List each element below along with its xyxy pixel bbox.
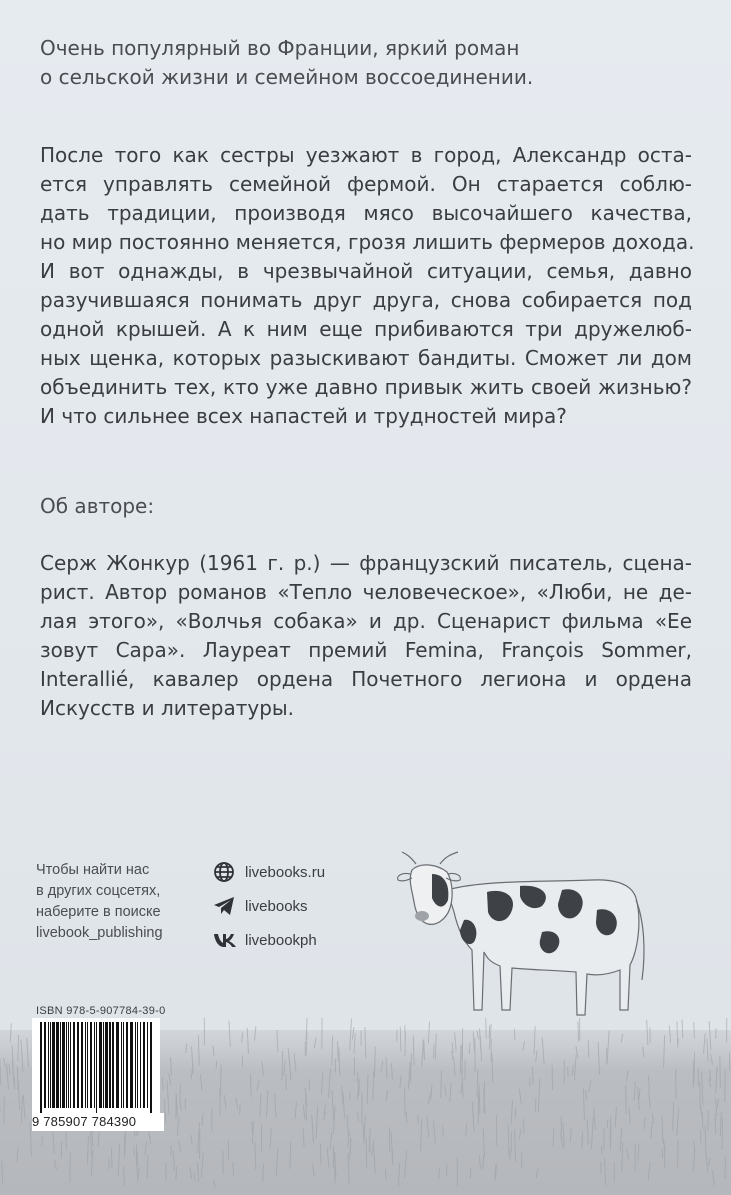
synopsis-line: И вот однажды, в чрезвычайной ситуации, семья, давно xyxy=(40,259,692,283)
synopsis-line: После того как сестры уезжают в город, Александр оста- xyxy=(40,143,692,167)
grass-stroke xyxy=(404,1087,405,1115)
social-search-note xyxy=(36,860,206,944)
grass-stroke xyxy=(441,1071,442,1099)
bio-line: лая этого», «Волчья собака» и др. Сценарист фильма «Ее xyxy=(40,609,692,633)
barcode-bar xyxy=(137,1022,138,1108)
synopsis xyxy=(40,141,695,431)
barcode-bar xyxy=(147,1022,148,1108)
grass-stroke xyxy=(61,1141,62,1158)
bio-line: Interallié, кавалер ордена Почетного легиона и ордена xyxy=(40,667,692,691)
bio-line: Искусств и литературы. xyxy=(40,696,295,720)
barcode-bar xyxy=(96,1022,97,1113)
cow-illustration xyxy=(392,840,662,1040)
grass-stroke xyxy=(470,1169,471,1179)
grass-stroke xyxy=(9,1064,10,1075)
grass-stroke xyxy=(216,1061,217,1069)
barcode-bar xyxy=(140,1022,141,1108)
barcode-bar xyxy=(103,1022,104,1108)
barcode-bar xyxy=(94,1022,95,1108)
barcode-bar xyxy=(109,1022,111,1108)
barcode-bar xyxy=(68,1022,69,1108)
barcode xyxy=(32,1018,160,1113)
social-note-line: наберите в поиске xyxy=(36,904,161,920)
synopsis-line: одной крышей. А к ним еще прибиваются три дружелюб- xyxy=(40,317,692,341)
grass-stroke xyxy=(700,1081,701,1110)
grass-stroke xyxy=(694,1053,695,1084)
grass-stroke xyxy=(610,1117,611,1141)
grass-stroke xyxy=(369,1137,370,1153)
link-website[interactable] xyxy=(213,860,393,884)
synopsis-line: ется управлять семейной фермой. Он старается соблю- xyxy=(40,172,692,196)
grass-stroke xyxy=(702,1113,703,1130)
barcode-bar xyxy=(62,1022,65,1108)
barcode-bar xyxy=(52,1022,55,1108)
barcode-bar xyxy=(150,1022,152,1113)
grass-stroke xyxy=(582,1139,583,1148)
synopsis-line: объединить тех, кто уже давно привык жить своей жизнью? xyxy=(40,375,692,399)
grass-stroke xyxy=(4,1097,5,1125)
grass-stroke xyxy=(180,1085,181,1101)
tagline xyxy=(40,34,690,92)
bio-line: рист. Автор романов «Тепло человеческое», «Люби, не де- xyxy=(40,580,692,604)
grass-stroke xyxy=(535,1098,536,1112)
barcode-bar xyxy=(77,1022,79,1108)
grass-stroke xyxy=(366,1137,367,1167)
website-label: livebooks.ru xyxy=(245,863,326,881)
isbn-number: ISBN 978-5-907784-39-0 xyxy=(36,1005,166,1017)
grass-stroke xyxy=(492,1054,493,1083)
barcode-bar xyxy=(50,1022,51,1108)
barcode-bar xyxy=(81,1022,83,1108)
barcode-bar xyxy=(56,1022,59,1108)
barcode-bar xyxy=(90,1022,92,1108)
synopsis-line: ных щенка, которых разыскивают бандиты. Сможет ли дом xyxy=(40,346,692,370)
barcode-bar xyxy=(143,1022,145,1108)
barcode-bar xyxy=(130,1022,133,1108)
barcode-bar xyxy=(116,1022,119,1108)
link-telegram[interactable] xyxy=(213,894,393,918)
about-author-heading: Об авторе: xyxy=(40,494,155,518)
tagline-line: о сельской жизни и семейном воссоединении. xyxy=(40,65,534,89)
barcode-bar xyxy=(123,1022,124,1108)
barcode-bar xyxy=(40,1022,42,1113)
barcode-bar xyxy=(105,1022,108,1108)
vk-label: livebookph xyxy=(245,931,317,949)
barcode-bar xyxy=(135,1022,136,1108)
social-note-line: Чтобы найти нас xyxy=(36,862,150,878)
grass-stroke xyxy=(357,1072,358,1082)
grass-stroke xyxy=(162,1077,163,1090)
synopsis-line: разучившаяся понимать друг друга, снова собирается под xyxy=(40,288,692,312)
barcode-bar xyxy=(112,1022,114,1108)
grass-stroke xyxy=(524,1119,525,1134)
social-links xyxy=(213,860,393,962)
barcode-bar xyxy=(85,1022,86,1108)
grass-stroke xyxy=(716,1028,717,1038)
social-note-line: livebook_publishing xyxy=(36,925,163,941)
barcode-bar xyxy=(48,1022,49,1108)
barcode-bar xyxy=(60,1022,61,1108)
barcode-digits: 9 785907 784390 xyxy=(32,1113,164,1131)
telegram-label: livebooks xyxy=(245,897,308,915)
synopsis-line: И что сильнее всех напастей и трудностей мира? xyxy=(40,404,567,428)
bio-line: Серж Жонкур (1961 г. р.) — французский писатель, сцена- xyxy=(40,551,692,575)
barcode-bar xyxy=(44,1022,46,1108)
telegram-icon xyxy=(213,895,239,917)
barcode-bar xyxy=(126,1022,128,1108)
synopsis-line: дать традиции, производя мясо высочайшего качества, xyxy=(40,201,692,225)
grass-stroke xyxy=(251,1074,252,1097)
grass-stroke xyxy=(521,1152,522,1169)
synopsis-line: но мир постоянно меняется, грозя лишить фермеров дохода. xyxy=(40,230,695,254)
globe-icon xyxy=(213,861,239,883)
barcode-bar xyxy=(87,1022,88,1108)
grass-stroke xyxy=(17,1067,18,1090)
grass-stroke xyxy=(678,1140,679,1167)
tagline-line: Очень популярный во Франции, яркий роман xyxy=(40,36,520,60)
barcode-bar xyxy=(66,1022,67,1108)
grass-stroke xyxy=(462,1044,463,1072)
barcode-bar xyxy=(121,1022,122,1108)
barcode-bar xyxy=(73,1022,75,1108)
social-note-line: в других соцсетях, xyxy=(36,883,161,899)
grass-stroke xyxy=(42,1135,43,1146)
grass-stroke xyxy=(194,1173,195,1181)
barcode-bar xyxy=(70,1022,71,1108)
link-vk[interactable] xyxy=(213,928,393,952)
barcode-bar xyxy=(99,1022,102,1108)
grass-stroke xyxy=(385,1169,386,1179)
vk-icon xyxy=(213,929,239,951)
author-bio xyxy=(40,549,692,723)
grass-stroke xyxy=(496,1115,497,1147)
grass-stroke xyxy=(715,1114,716,1134)
grass-stroke xyxy=(443,1126,444,1137)
grass-stroke xyxy=(460,1045,461,1073)
bio-line: зовут Сара». Лауреат премий Femina, François Sommer, xyxy=(40,638,692,662)
